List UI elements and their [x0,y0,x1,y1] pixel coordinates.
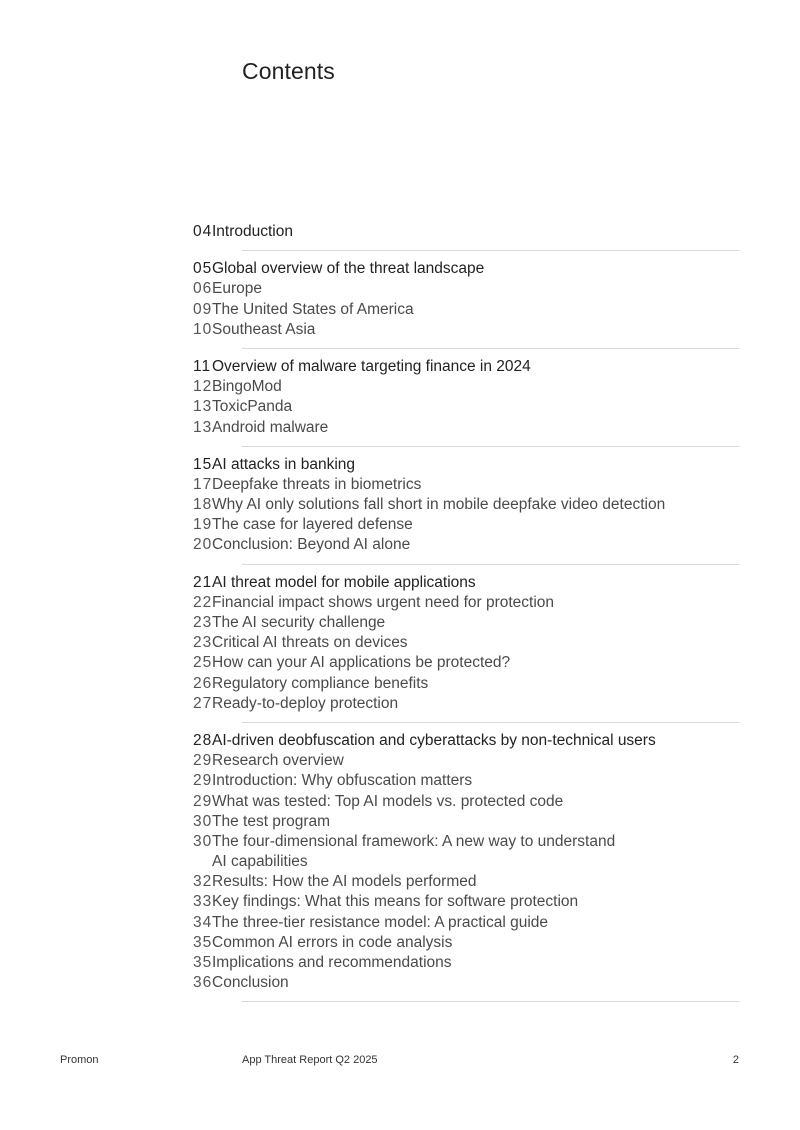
toc-entry-title-line: Southeast Asia [212,320,316,338]
toc-page-number: 15 [193,455,213,473]
toc-entry-title-line: Results: How the AI models performed [212,873,477,891]
toc-page-number: 22 [193,593,213,611]
toc-entry[interactable] [0,593,800,613]
toc-entry-title-line: Why AI only solutions fall short in mobile deepfake video detection [212,496,666,514]
toc-entry-title-line: The four-dimensional framework: A new way to understand [212,832,616,850]
toc-page-number: 30 [193,812,213,830]
toc-entry-title [212,573,712,593]
toc-section-heading[interactable] [0,357,800,377]
toc-entry-title [212,653,712,673]
toc-entry-title-line: What was tested: Top AI models vs. protected code [212,792,564,810]
toc-page-number: 13 [193,398,213,416]
toc-section [0,222,800,242]
section-divider [242,348,739,349]
toc-section [0,455,800,556]
toc-page-number: 09 [193,300,213,318]
toc-entry[interactable] [0,674,800,694]
toc-entry[interactable] [0,792,800,812]
section-divider [242,250,739,251]
toc-entry-title [212,973,712,993]
toc-entry-title [212,633,712,653]
toc-entry[interactable] [0,279,800,299]
toc-entry-title-line: ToxicPanda [212,398,293,416]
toc-entry-title-line: The case for layered defense [212,516,413,534]
toc-page-number: 23 [193,614,213,631]
toc-section-heading[interactable] [0,731,800,751]
toc-entry[interactable] [0,751,800,771]
toc-entry-title [212,495,712,515]
toc-page-number: 28 [193,731,213,749]
toc-entry-title-line: The three-tier resistance model: A practical guide [212,913,549,931]
toc-entry-title-line: Deepfake threats in biometrics [212,475,422,493]
toc-entry-title-line: Implications and recommendations [212,954,452,972]
toc-entry[interactable] [0,771,800,791]
toc-section [0,573,800,714]
toc-page-number: 12 [193,378,213,396]
toc-page-number: 13 [193,418,213,436]
toc-entry-title [212,222,712,242]
toc-entry-title-line: Key findings: What this means for software protection [212,893,579,911]
toc-entry-title [212,515,712,535]
toc-entry[interactable] [0,320,800,340]
toc-entry[interactable] [0,613,800,633]
toc-entry-title [212,475,712,495]
toc-entry[interactable] [0,418,800,438]
toc-entry-title [212,892,712,912]
toc-entry-title-line: Research overview [212,752,344,770]
table-of-contents [0,222,800,1010]
toc-entry-title [212,694,712,714]
toc-page-number: 10 [193,320,213,338]
toc-page-number: 35 [193,933,213,951]
toc-entry-title [212,674,712,694]
toc-page-number: 30 [193,832,213,850]
toc-page-number: 11 [193,357,212,375]
toc-page-number: 04 [193,223,213,240]
toc-entry-title [212,731,712,751]
toc-entry-title [212,455,712,475]
toc-entry-title [212,792,712,812]
toc-page-number: 23 [193,634,213,652]
toc-page-number: 35 [193,954,213,972]
toc-entry-title-line: Critical AI threats on devices [212,634,408,652]
toc-entry-title [212,913,712,933]
toc-entry-title-line: The United States of America [212,300,414,318]
toc-entry[interactable] [0,933,800,953]
toc-entry-title [212,812,712,832]
toc-page-number: 29 [193,752,213,770]
toc-entry[interactable] [0,913,800,933]
toc-page-number: 06 [193,280,213,298]
toc-entry-title [212,397,712,417]
section-divider [242,564,739,565]
toc-entry-title-line: Conclusion: Beyond AI alone [212,536,411,554]
toc-section [0,731,800,993]
toc-entry-title-line: Common AI errors in code analysis [212,933,453,951]
toc-entry-title [212,593,712,613]
toc-section [0,259,800,340]
toc-entry-title-line: Conclusion [212,974,289,992]
toc-page-number: 32 [193,873,213,891]
toc-entry-title-line: Ready-to-deploy protection [212,694,399,712]
toc-section-heading[interactable] [0,455,800,475]
toc-entry-title [212,377,712,397]
footer-company: Promon [60,1054,99,1066]
footer-report-title: App Threat Report Q2 2025 [242,1054,378,1066]
toc-entry[interactable] [0,812,800,832]
toc-page-number: 29 [193,772,213,790]
toc-entry[interactable] [0,397,800,417]
toc-entry-title-line: BingoMod [212,378,282,396]
toc-entry-title-line: AI-driven deobfuscation and cyberattacks by non-technical users [212,731,656,749]
toc-entry-title [212,418,712,438]
toc-page-number: 36 [193,974,213,992]
toc-entry-title-line: AI capabilities [212,853,308,871]
section-divider [242,446,739,447]
toc-entry-title [212,613,712,633]
toc-entry-title-line: Europe [212,280,262,298]
toc-entry-title [212,832,712,872]
toc-page-number: 26 [193,674,213,692]
toc-entry-title [212,357,712,377]
toc-page-number: 05 [193,260,213,278]
toc-page-number: 19 [193,516,213,534]
toc-entry-title-line: Introduction: Why obfuscation matters [212,772,473,790]
toc-section-heading[interactable] [0,259,800,279]
toc-page-number: 17 [193,475,213,493]
toc-entry[interactable] [0,832,800,872]
toc-page-number: 18 [193,496,213,514]
toc-entry[interactable] [0,475,800,495]
toc-entry-title-line: How can your AI applications be protected? [212,654,511,672]
toc-entry-title [212,535,712,555]
toc-section-heading[interactable] [0,222,800,242]
toc-page-number: 29 [193,792,213,810]
toc-entry[interactable] [0,953,800,973]
toc-entry[interactable] [0,300,800,320]
toc-page-number: 33 [193,893,213,911]
toc-entry-title-line: Global overview of the threat landscape [212,260,485,278]
toc-entry-title [212,300,712,320]
toc-entry-title-line: The AI security challenge [212,614,386,631]
toc-section-heading[interactable] [0,573,800,593]
toc-entry-title [212,279,712,299]
toc-entry-title [212,953,712,973]
toc-entry[interactable] [0,633,800,653]
toc-entry-title-line: Overview of malware targeting finance in 2024 [212,357,531,375]
toc-entry[interactable] [0,872,800,892]
toc-entry[interactable] [0,377,800,397]
toc-entry-title-line: AI attacks in banking [212,455,356,473]
toc-page-number: 21 [193,573,213,591]
section-divider [242,1001,739,1002]
toc-entry-title-line: Introduction [212,223,293,240]
section-divider [242,722,739,723]
toc-entry-title-line: AI threat model for mobile applications [212,573,476,591]
toc-entry[interactable] [0,495,800,515]
toc-entry-title [212,771,712,791]
toc-section [0,357,800,438]
toc-page-number: 34 [193,913,213,931]
toc-entry[interactable] [0,535,800,555]
toc-entry-title [212,933,712,953]
toc-entry-title-line: Android malware [212,418,329,436]
footer-page-number: 2 [732,1054,739,1066]
toc-entry-title-line: Regulatory compliance benefits [212,674,429,692]
toc-page-number: 20 [193,536,213,554]
toc-entry[interactable] [0,973,800,993]
toc-entry-title [212,259,712,279]
page-title: Contents [242,58,335,84]
toc-entry[interactable] [0,892,800,912]
toc-entry-title-line: Financial impact shows urgent need for protection [212,593,555,611]
toc-entry-title-line: The test program [212,812,331,830]
toc-entry[interactable] [0,694,800,714]
toc-entry[interactable] [0,515,800,535]
toc-page-number: 27 [193,694,213,712]
toc-entry[interactable] [0,653,800,673]
toc-entry-title [212,751,712,771]
toc-page-number: 25 [193,654,213,672]
toc-entry-title [212,872,712,892]
toc-entry-title [212,320,712,340]
